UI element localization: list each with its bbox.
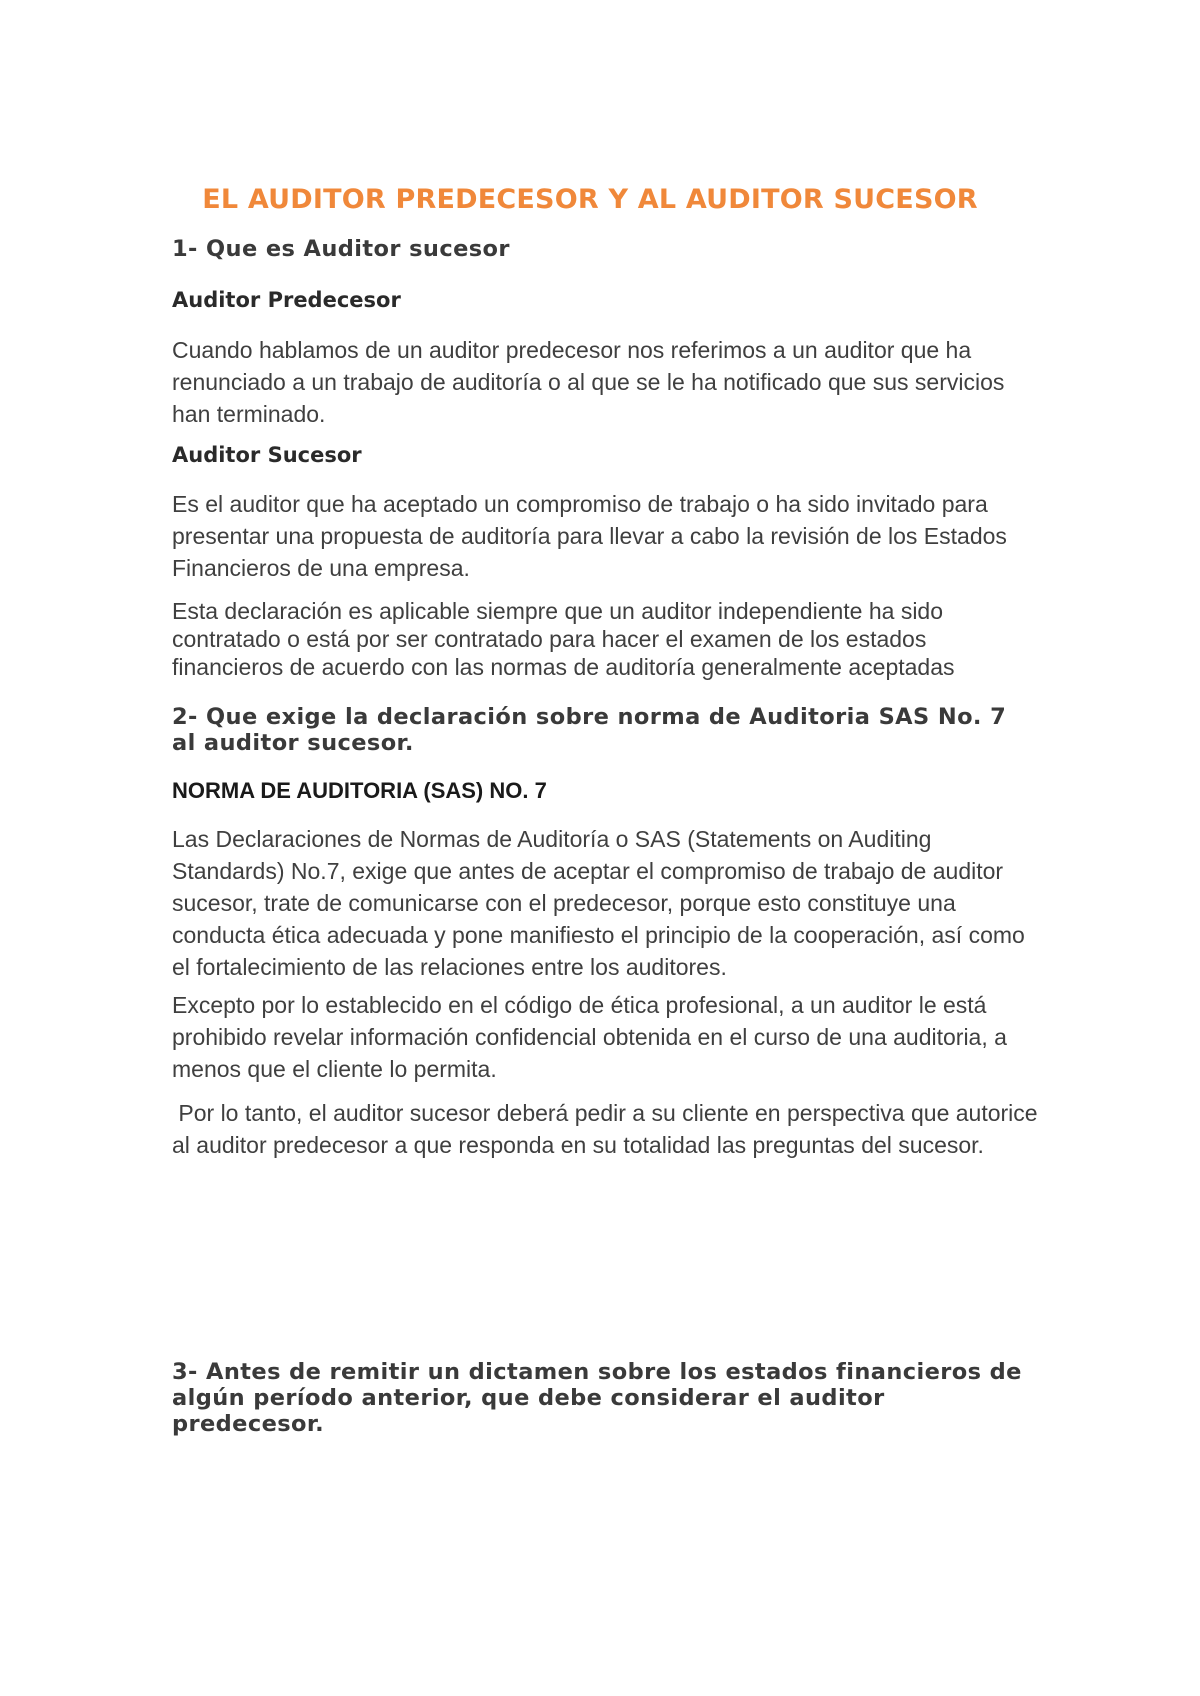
document-title: EL AUDITOR PREDECESOR Y AL AUDITOR SUCESOR [202, 184, 978, 215]
paragraph-excepto: Excepto por lo establecido en el código de ética profesional, a un auditor le está prohibido revelar información confidencial obtenida en el curso de una auditoria, a menos que el cliente lo permita. [172, 992, 1007, 1082]
question-3: 3- Antes de remitir un dictamen sobre los estados financieros de algún período anterior, que debe considerar el auditor predecesor. [172, 1359, 1022, 1437]
paragraph-declaracion: Esta declaración es aplicable siempre que un auditor independiente ha sido contratado o está por ser contratado para hacer el examen de los estados financieros de acuerdo con las normas de auditoría generalmente aceptadas [172, 598, 955, 680]
paragraph-sucesor: Es el auditor que ha aceptado un compromiso de trabajo o ha sido invitado para presentar una propuesta de auditoría para llevar a cabo la revisión de los Estados Financieros de una empresa. [172, 491, 1007, 581]
question-2: 2- Que exige la declaración sobre norma de Auditoria SAS No. 7 al auditor sucesor. [172, 704, 1007, 756]
paragraph-predecesor: Cuando hablamos de un auditor predecesor nos referimos a un auditor que ha renunciado a un trabajo de auditoría o al que se le ha notificado que sus servicios han terminado. [172, 337, 1005, 427]
question-1: 1- Que es Auditor sucesor [172, 236, 510, 262]
paragraph-sas: Las Declaraciones de Normas de Auditoría o SAS (Statements on Auditing Standards) No.7, exige que antes de aceptar el compromiso de trabajo de auditor sucesor, trate de comunicarse con el predecesor, porque esto constituye una conducta ética adecuada y pone manifiesto el principio de la cooperación, así como el fortalecimiento de las relaciones entre los auditores. [172, 826, 1025, 980]
heading-auditor-predecesor: Auditor Predecesor [172, 288, 401, 312]
heading-norma-sas-7: NORMA DE AUDITORIA (SAS) NO. 7 [172, 778, 547, 803]
paragraph-por-lo-tanto: Por lo tanto, el auditor sucesor deberá pedir a su cliente en perspectiva que autorice al auditor predecesor a que responda en su totalidad las preguntas del sucesor. [172, 1100, 1044, 1158]
heading-auditor-sucesor: Auditor Sucesor [172, 443, 362, 467]
